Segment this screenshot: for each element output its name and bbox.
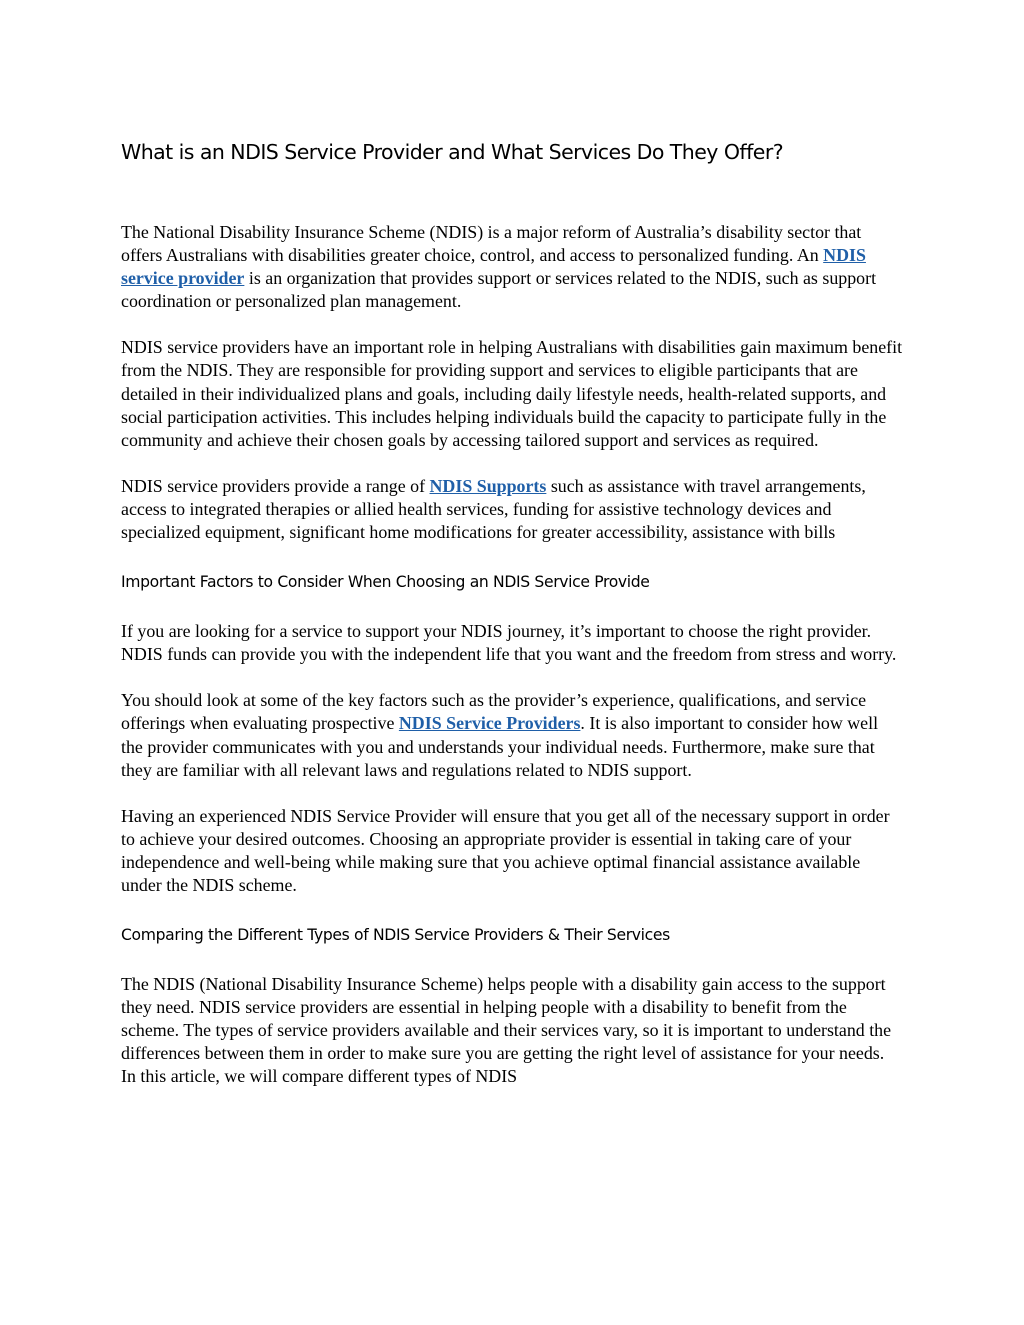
paragraph-experienced-provider: Having an experienced NDIS Service Provider will ensure that you get all of the necessary support in order to achieve your desired outcomes. Choosing an appropriate provider is essential in taking care of your independence and well-being while making sure that you achieve optimal financial assistance available under the NDIS scheme. [121, 805, 890, 895]
page-title: What is an NDIS Service Provider and What Services Do They Offer? [121, 140, 784, 164]
paragraph-key-factors [121, 689, 903, 781]
paragraph-text: such as assistance with travel arrangements, access to integrated therapies or allied health services, funding for assistive technology devices and specialized equipment, significant home modifications for greater accessibility, assistance with bills [121, 475, 866, 543]
paragraph-provider-role: NDIS service providers have an important role in helping Australians with disabilities gain maximum benefit from the NDIS. They are responsible for providing support and services to eligible participants that are detailed in their individualized plans and goals, including daily lifestyle needs, health-related supports, and social participation activities. This includes helping individuals build the capacity to participate fully in the community and achieve their chosen goals by accessing tailored support and services as required. [121, 337, 903, 450]
section-heading-factors: Important Factors to Consider When Choosing an NDIS Service Provide [121, 573, 650, 592]
paragraph-text: You should look at some of the key factors such as the provider’s experience, qualifications, and service offerings when evaluating prospective [121, 690, 867, 734]
paragraph-choose-provider: If you are looking for a service to support your NDIS journey, it’s important to choose the right provider. NDIS funds can provide you with the independent life that you want and the freedom from stress and worry. [121, 621, 897, 665]
ndis-supports-link[interactable]: NDIS Supports [429, 475, 547, 496]
paragraph-text: is an organization that provides support or services related to the NDIS, such as support coordination or personalized plan management. [121, 268, 877, 312]
paragraph-text: The National Disability Insurance Scheme (NDIS) is a major reform of Australia’s disability sector that offers Australians with disabilities greater choice, control, and access to personalized funding. An [121, 222, 862, 266]
paragraph-intro [121, 221, 903, 313]
ndis-service-provider-link[interactable]: NDIS service provider [121, 245, 866, 289]
paragraph-supports [121, 475, 903, 544]
paragraph-text: NDIS service providers provide a range of [121, 475, 430, 496]
section-heading-comparing: Comparing the Different Types of NDIS Service Providers & Their Services [121, 926, 670, 945]
ndis-service-providers-link[interactable]: NDIS Service Providers [398, 713, 581, 734]
document-body [121, 138, 903, 1089]
paragraph-comparing: The NDIS (National Disability Insurance Scheme) helps people with a disability gain access to the support they need. NDIS service providers are essential in helping people with a disability to benefit from the scheme. The types of service providers available and their services vary, so it is important to understand the differences between them in order to make sure you are getting the right level of assistance for your needs. In this article, we will compare different types of NDIS [121, 974, 892, 1087]
paragraph-text: . It is also important to consider how well the provider communicates with you and understands your individual needs. Furthermore, make sure that they are familiar with all relevant laws and regulations related to NDIS support. [121, 713, 879, 780]
